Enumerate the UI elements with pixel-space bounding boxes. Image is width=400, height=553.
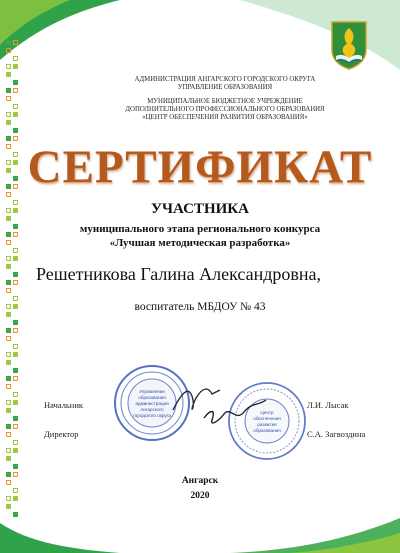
header-line-2: УПРАВЛЕНИЕ ОБРАЗОВАНИЯ <box>177 84 273 91</box>
header-line-5: «ЦЕНТР ОБЕСПЕЧЕНИЯ РАЗВИТИЯ ОБРАЗОВАНИЯ» <box>142 114 308 121</box>
ornament-square <box>6 432 11 437</box>
ornament-square <box>6 336 11 341</box>
ornament-square <box>13 424 18 429</box>
svg-text:развития: развития <box>257 422 277 427</box>
ornament-square <box>13 376 18 381</box>
ornament-square <box>13 344 18 349</box>
ornament-square <box>6 112 11 117</box>
certificate-title: СЕРТИФИКАТ <box>27 141 373 193</box>
ornament-square <box>13 328 18 333</box>
ornament-square <box>13 400 18 405</box>
svg-text:обеспечения: обеспечения <box>253 416 281 421</box>
ornament-square <box>13 464 18 469</box>
ornament-square <box>6 280 11 285</box>
ornament-square <box>13 320 18 325</box>
ornament-square <box>6 352 11 357</box>
ornament-square <box>6 424 11 429</box>
contest-line-1: муниципального этапа регионального конкурса <box>79 223 321 235</box>
ornament-square <box>13 440 18 445</box>
svg-text:Управление: Управление <box>139 389 165 394</box>
ornament-square <box>13 104 18 109</box>
year: 2020 <box>190 491 210 501</box>
ornament-square <box>13 512 18 517</box>
ornament-square <box>13 64 18 69</box>
ornament-square <box>6 40 11 45</box>
svg-text:Центр: Центр <box>260 410 274 415</box>
ornament-square <box>13 88 18 93</box>
header-line-4: ДОПОЛНИТЕЛЬНОГО ПРОФЕССИОНАЛЬНОГО ОБРАЗОВАНИЯ <box>125 106 325 113</box>
coat-of-arms-emblem <box>330 20 368 70</box>
contest-line-2: «Лучшая методическая разработка» <box>109 237 291 249</box>
ornament-square <box>6 64 11 69</box>
ornament-square <box>6 288 11 293</box>
left-ornament-border <box>6 40 20 520</box>
recipient-name: Решетникова Галина Александровна, <box>36 264 322 284</box>
header-line-1: АДМИНИСТРАЦИЯ АНГАРСКОГО ГОРОДСКОГО ОКРУГА <box>134 76 316 83</box>
ornament-square <box>13 256 18 261</box>
ornament-square <box>6 504 11 509</box>
ornament-square <box>13 56 18 61</box>
svg-text:образования: образования <box>253 428 281 433</box>
ornament-square <box>13 272 18 277</box>
certificate-subtitle: УЧАСТНИКА <box>151 201 249 217</box>
ornament-square <box>13 40 18 45</box>
ornament-square <box>13 392 18 397</box>
signature-role-2: Директор <box>44 429 79 439</box>
ornament-square <box>13 416 18 421</box>
ornament-square <box>6 120 11 125</box>
ornament-square <box>6 448 11 453</box>
header-line-3: МУНИЦИПАЛЬНОЕ БЮДЖЕТНОЕ УЧРЕЖДЕНИЕ <box>147 98 303 105</box>
ornament-square <box>6 96 11 101</box>
ornament-square <box>13 280 18 285</box>
signature-scribble-2 <box>200 392 270 432</box>
ornament-square <box>13 128 18 133</box>
ornament-square <box>6 384 11 389</box>
svg-text:Ангарского: Ангарского <box>140 407 164 412</box>
ornament-square <box>13 80 18 85</box>
ornament-square <box>6 360 11 365</box>
ornament-square <box>6 88 11 93</box>
ornament-square <box>6 456 11 461</box>
svg-text:администрации: администрации <box>135 401 169 406</box>
city: Ангарск <box>181 476 219 486</box>
ornament-square <box>6 376 11 381</box>
recipient-position: воспитатель МБДОУ № 43 <box>134 301 266 313</box>
ornament-square <box>13 352 18 357</box>
svg-text:образования: образования <box>138 395 166 400</box>
header-institution <box>60 98 390 122</box>
signature-name-2: С.А. Загвоздина <box>307 429 366 439</box>
signature-role-1: Начальник <box>44 400 84 410</box>
ornament-square <box>6 72 11 77</box>
ornament-square <box>6 400 11 405</box>
signature-name-1: Л.И. Лысак <box>307 400 349 410</box>
ornament-square <box>13 448 18 453</box>
ornament-square <box>6 256 11 261</box>
ornament-square <box>6 328 11 333</box>
header-administration <box>60 76 390 92</box>
ornament-square <box>13 368 18 373</box>
svg-text:городского округа: городского округа <box>133 413 171 418</box>
ornament-square <box>6 408 11 413</box>
ornament-square <box>13 112 18 117</box>
bottom-corner-decoration <box>0 513 400 553</box>
ornament-square <box>6 264 11 269</box>
ornament-square <box>6 48 11 53</box>
